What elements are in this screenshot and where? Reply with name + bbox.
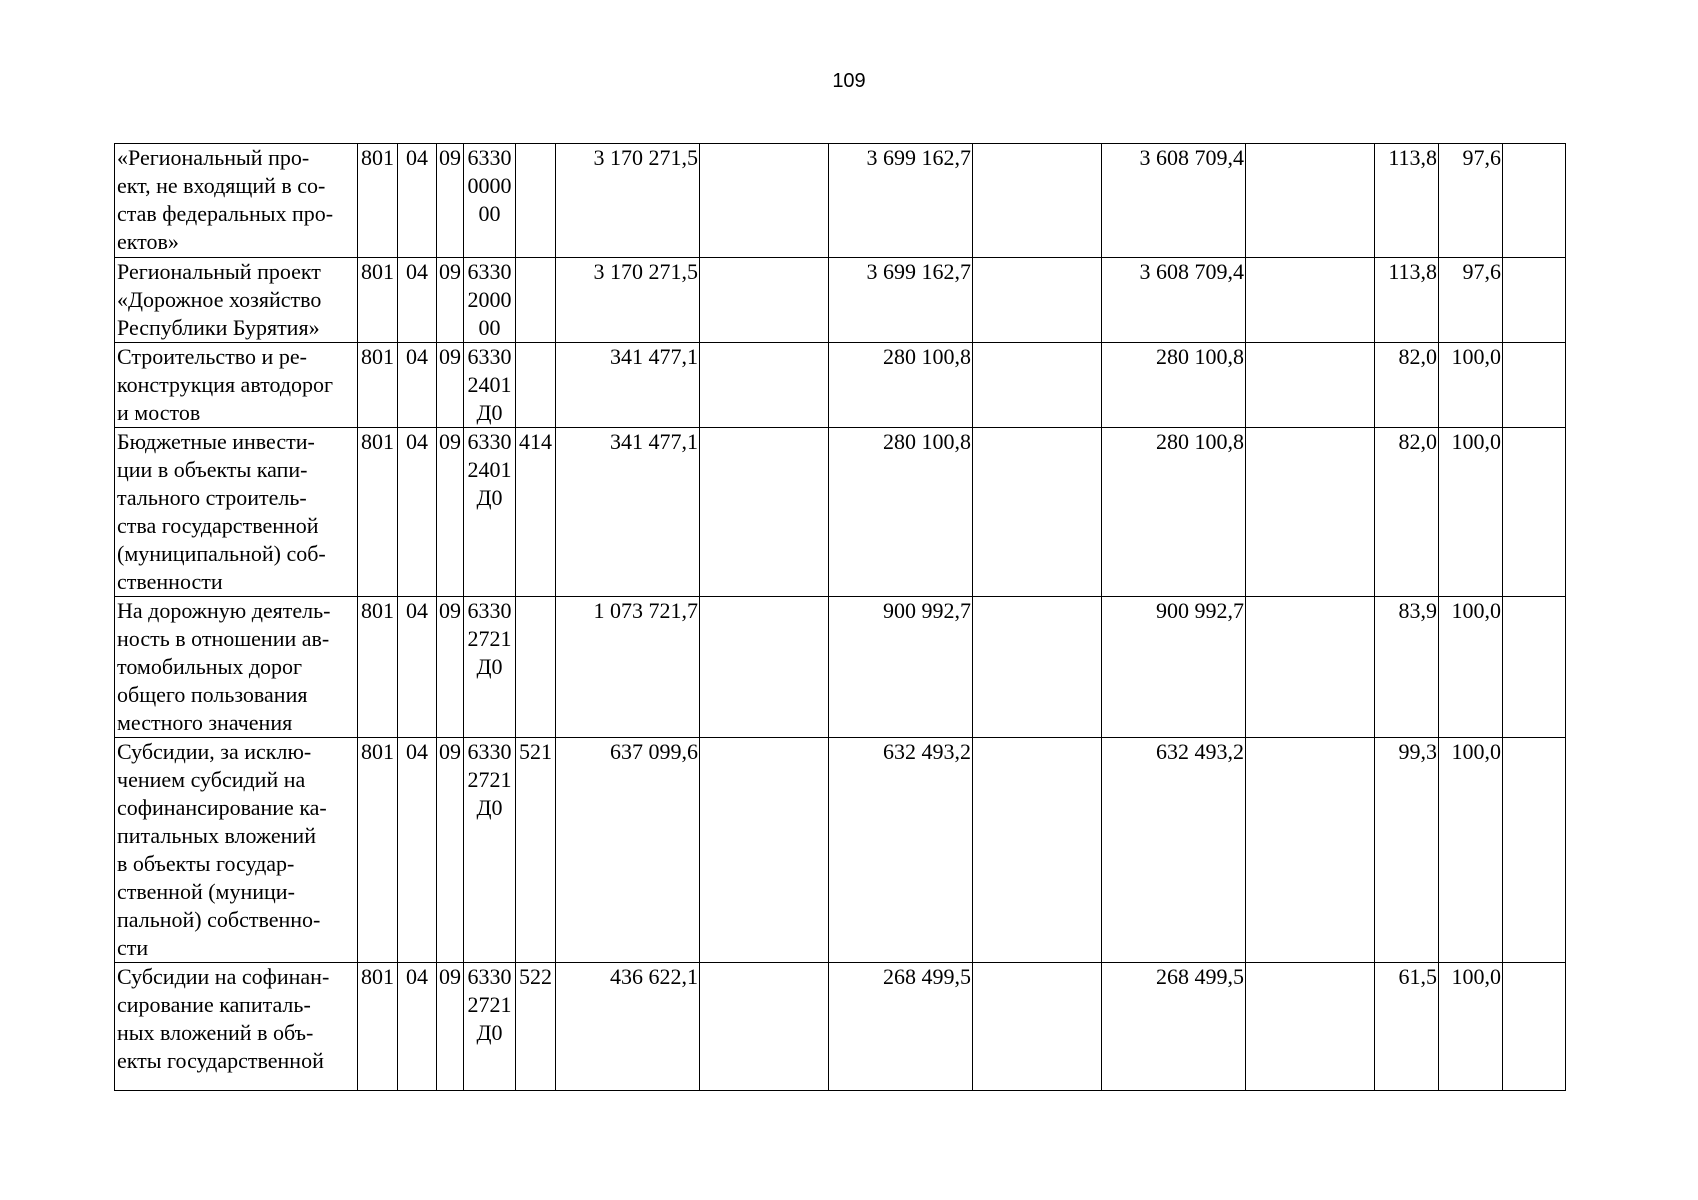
empty-cell	[973, 428, 1102, 597]
amount-1: 1 073 721,7	[556, 597, 700, 738]
empty-cell	[700, 597, 829, 738]
page-number: 109	[832, 70, 866, 92]
empty-cell	[1503, 963, 1566, 1091]
empty-cell	[1246, 597, 1375, 738]
ministry-code: 801	[358, 258, 398, 343]
program-code: 6330 2000 00	[464, 258, 516, 343]
empty-cell	[1503, 144, 1566, 258]
section-code: 04	[398, 144, 437, 258]
ministry-code: 801	[358, 738, 398, 963]
row-name: На дорожную деятель- ность в отношении ав- томобильных дорог общего пользования местного значения	[115, 597, 358, 738]
percent-1: 61,5	[1375, 963, 1439, 1091]
amount-3: 900 992,7	[1102, 597, 1246, 738]
empty-cell	[1503, 597, 1566, 738]
empty-cell	[700, 144, 829, 258]
ministry-code: 801	[358, 428, 398, 597]
row-name: Субсидии, за исклю- чением субсидий на софинансирование ка- питальных вложений в объекты государ- ственной (муници- пальной) собственно- сти	[115, 738, 358, 963]
expense-type-code	[516, 343, 556, 428]
empty-cell	[700, 258, 829, 343]
ministry-code: 801	[358, 144, 398, 258]
empty-cell	[973, 738, 1102, 963]
empty-cell	[973, 343, 1102, 428]
program-code: 6330 2721 Д0	[464, 963, 516, 1091]
subsection-code: 09	[437, 738, 464, 963]
amount-1: 3 170 271,5	[556, 258, 700, 343]
percent-1: 82,0	[1375, 343, 1439, 428]
amount-3: 280 100,8	[1102, 428, 1246, 597]
amount-1: 341 477,1	[556, 343, 700, 428]
percent-1: 113,8	[1375, 258, 1439, 343]
subsection-code: 09	[437, 963, 464, 1091]
subsection-code: 09	[437, 258, 464, 343]
row-name: Субсидии на софинан- сирование капиталь- ных вложений в объ- екты государственной	[115, 963, 358, 1091]
program-code: 6330 2721 Д0	[464, 597, 516, 738]
amount-2: 3 699 162,7	[829, 144, 973, 258]
expense-type-code: 414	[516, 428, 556, 597]
percent-2: 100,0	[1439, 738, 1503, 963]
percent-2: 97,6	[1439, 258, 1503, 343]
percent-2: 100,0	[1439, 597, 1503, 738]
amount-1: 3 170 271,5	[556, 144, 700, 258]
budget-table	[114, 143, 1566, 1091]
empty-cell	[700, 738, 829, 963]
subsection-code: 09	[437, 597, 464, 738]
table-row	[115, 428, 1566, 597]
section-code: 04	[398, 738, 437, 963]
ministry-code: 801	[358, 343, 398, 428]
row-name: Бюджетные инвести- ции в объекты капи- тального строитель- ства государственной (муниципальной) соб- ственности	[115, 428, 358, 597]
percent-2: 100,0	[1439, 343, 1503, 428]
empty-cell	[1246, 963, 1375, 1091]
empty-cell	[973, 258, 1102, 343]
section-code: 04	[398, 258, 437, 343]
empty-cell	[1246, 258, 1375, 343]
row-name: «Региональный про- ект, не входящий в со- став федеральных про- ектов»	[115, 144, 358, 258]
ministry-code: 801	[358, 597, 398, 738]
empty-cell	[1246, 738, 1375, 963]
program-code: 6330 2401 Д0	[464, 343, 516, 428]
amount-3: 3 608 709,4	[1102, 144, 1246, 258]
amount-1: 341 477,1	[556, 428, 700, 597]
percent-2: 100,0	[1439, 428, 1503, 597]
amount-2: 900 992,7	[829, 597, 973, 738]
amount-3: 3 608 709,4	[1102, 258, 1246, 343]
empty-cell	[973, 597, 1102, 738]
percent-1: 83,9	[1375, 597, 1439, 738]
amount-2: 3 699 162,7	[829, 258, 973, 343]
empty-cell	[1246, 144, 1375, 258]
section-code: 04	[398, 428, 437, 597]
percent-2: 97,6	[1439, 144, 1503, 258]
table-row	[115, 738, 1566, 963]
amount-1: 436 622,1	[556, 963, 700, 1091]
table-row	[115, 597, 1566, 738]
empty-cell	[973, 144, 1102, 258]
amount-2: 268 499,5	[829, 963, 973, 1091]
table-row	[115, 963, 1566, 1091]
percent-1: 113,8	[1375, 144, 1439, 258]
program-code: 6330 0000 00	[464, 144, 516, 258]
amount-3: 268 499,5	[1102, 963, 1246, 1091]
expense-type-code: 522	[516, 963, 556, 1091]
table-row	[115, 258, 1566, 343]
expense-type-code	[516, 258, 556, 343]
amount-2: 632 493,2	[829, 738, 973, 963]
empty-cell	[700, 963, 829, 1091]
empty-cell	[1246, 343, 1375, 428]
amount-2: 280 100,8	[829, 428, 973, 597]
empty-cell	[1503, 738, 1566, 963]
empty-cell	[700, 343, 829, 428]
table-row	[115, 343, 1566, 428]
empty-cell	[973, 963, 1102, 1091]
empty-cell	[1503, 343, 1566, 428]
ministry-code: 801	[358, 963, 398, 1091]
amount-3: 632 493,2	[1102, 738, 1246, 963]
amount-2: 280 100,8	[829, 343, 973, 428]
empty-cell	[1246, 428, 1375, 597]
expense-type-code: 521	[516, 738, 556, 963]
subsection-code: 09	[437, 428, 464, 597]
section-code: 04	[398, 343, 437, 428]
amount-3: 280 100,8	[1102, 343, 1246, 428]
empty-cell	[700, 428, 829, 597]
row-name: Строительство и ре- конструкция автодорог и мостов	[115, 343, 358, 428]
percent-1: 82,0	[1375, 428, 1439, 597]
section-code: 04	[398, 597, 437, 738]
program-code: 6330 2401 Д0	[464, 428, 516, 597]
table-row	[115, 144, 1566, 258]
percent-2: 100,0	[1439, 963, 1503, 1091]
expense-type-code	[516, 144, 556, 258]
amount-1: 637 099,6	[556, 738, 700, 963]
expense-type-code	[516, 597, 556, 738]
percent-1: 99,3	[1375, 738, 1439, 963]
subsection-code: 09	[437, 343, 464, 428]
empty-cell	[1503, 258, 1566, 343]
program-code: 6330 2721 Д0	[464, 738, 516, 963]
section-code: 04	[398, 963, 437, 1091]
empty-cell	[1503, 428, 1566, 597]
row-name: Региональный проект «Дорожное хозяйство Республики Бурятия»	[115, 258, 358, 343]
subsection-code: 09	[437, 144, 464, 258]
